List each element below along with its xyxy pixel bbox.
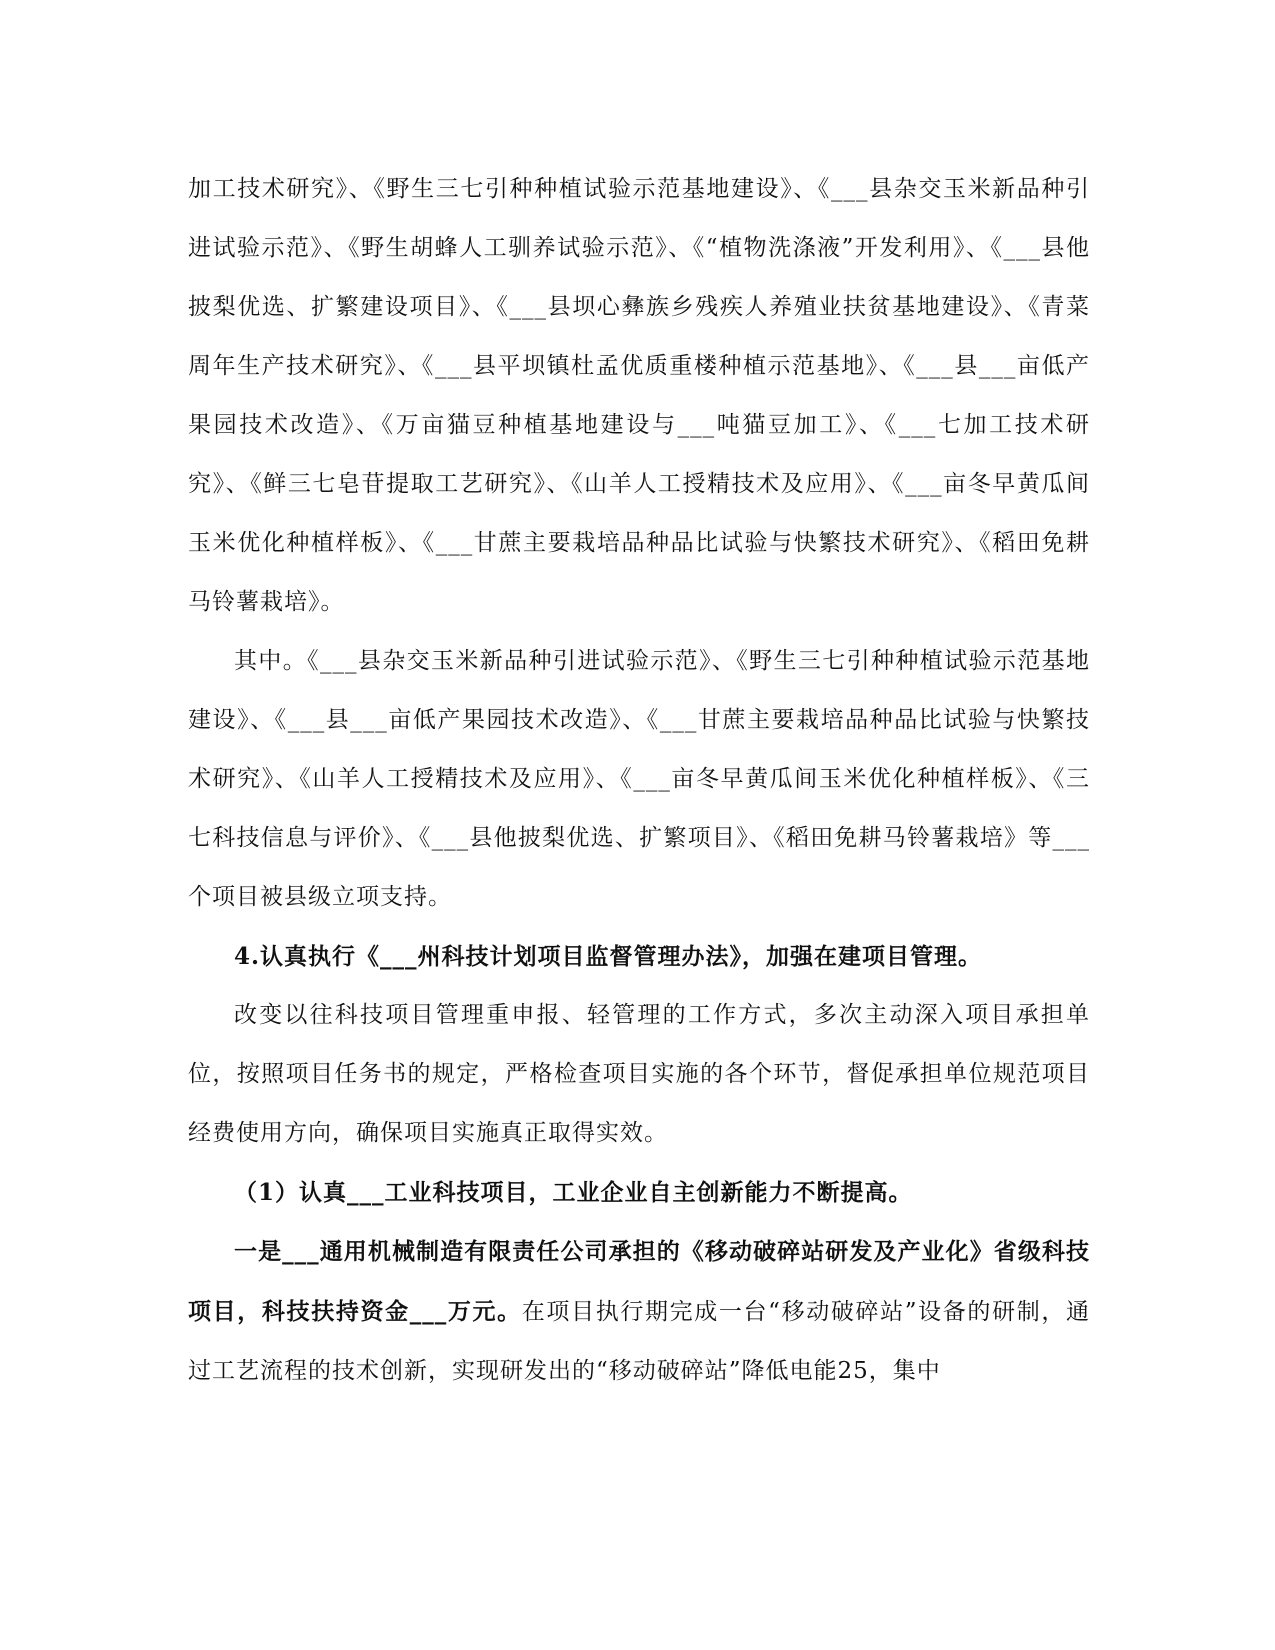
first-project-detail: 在项目执行期完成一台“移动破碎站”设备的研制，通过工艺流程的技术创新，实现研发出的“移动破碎站”降低电能25，集中	[188, 1299, 1090, 1384]
section-heading-4: 4.认真执行《___州科技计划项目监督管理办法》，加强在建项目管理。	[234, 943, 983, 970]
paragraph-county-supported: 其中。《___县杂交玉米新品种引进试验示范》、《野生三七引种种植试验示范基地建设》、《___县___亩低产果园技术改造》、《___甘蔗主要栽培品种品比试验与快繁技术研究》、《山羊人工授精技术及应用》、《___亩冬早黄瓜间玉米优化种植样板》、《三七科技信息与评价》、《___县他披梨优选、扩繁项目》、《稻田免耕马铃薯栽培》等___个项目被县级立项支持。	[188, 648, 1090, 910]
subsection-heading-1: （1）认真___工业科技项目，工业企业自主创新能力不断提高。	[234, 1179, 913, 1206]
paragraph-first-project	[188, 1222, 1090, 1401]
first-project-lead: 一是___通用机械制造有限责任公司承担的《移动破碎站研发及产业化》省级科技项目，科技扶持资金___万元。	[188, 1238, 1090, 1325]
document-page	[188, 160, 1090, 1401]
paragraph-project-list: 加工技术研究》、《野生三七引种种植试验示范基地建设》、《___县杂交玉米新品种引进试验示范》、《野生胡蜂人工驯养试验示范》、《“植物洗涤液”开发利用》、《___县他披梨优选、扩繁建设项目》、《___县坝心彝族乡残疾人养殖业扶贫基地建设》、《青菜周年生产技术研究》、《___县平坝镇杜孟优质重楼种植示范基地》、《___县___亩低产果园技术改造》、《万亩猫豆种植基地建设与___吨猫豆加工》、《___七加工技术研究》、《鲜三七皂苷提取工艺研究》、《山羊人工授精技术及应用》、《___亩冬早黄瓜间玉米优化种植样板》、《___甘蔗主要栽培品种品比试验与快繁技术研究》、《稻田免耕马铃薯栽培》。	[188, 176, 1090, 615]
paragraph-management: 改变以往科技项目管理重申报、轻管理的工作方式，多次主动深入项目承担单位，按照项目任务书的规定，严格检查项目实施的各个环节，督促承担单位规范项目经费使用方向，确保项目实施真正取得实效。	[188, 1002, 1090, 1146]
